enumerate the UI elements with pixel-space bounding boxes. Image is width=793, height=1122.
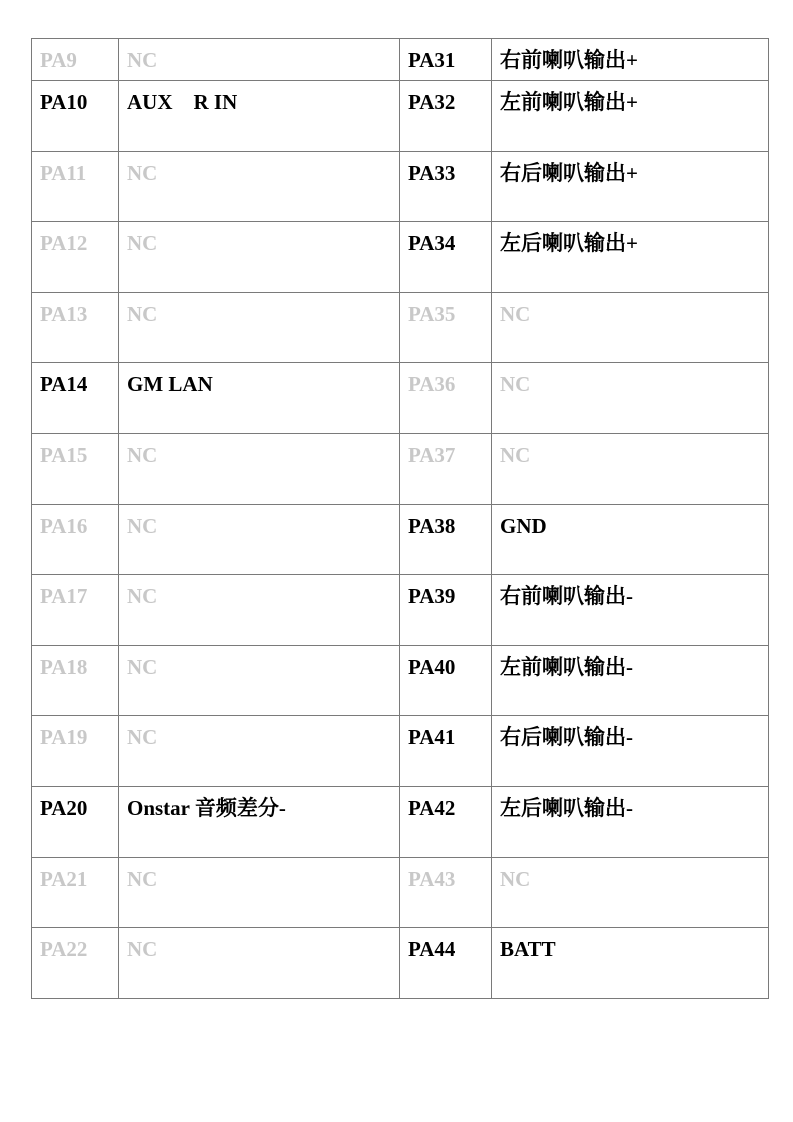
right-signal-cell: NC [492, 857, 769, 928]
left-pin-cell: PA17 [32, 575, 119, 646]
right-signal-cell: GND [492, 504, 769, 575]
left-signal-cell: NC [119, 645, 400, 716]
left-signal-cell: NC [119, 504, 400, 575]
pin-assignment-table [31, 38, 769, 999]
table-row [32, 151, 769, 222]
left-pin-cell: PA11 [32, 151, 119, 222]
left-pin-cell: PA15 [32, 433, 119, 504]
table-row [32, 504, 769, 575]
left-signal-cell: NC [119, 857, 400, 928]
right-pin-cell: PA43 [400, 857, 492, 928]
right-pin-cell: PA44 [400, 928, 492, 999]
left-pin-cell: PA22 [32, 928, 119, 999]
right-pin-cell: PA41 [400, 716, 492, 787]
left-signal-cell: NC [119, 222, 400, 293]
right-signal-cell: NC [492, 292, 769, 363]
right-signal-cell: 左前喇叭输出+ [492, 81, 769, 152]
table-row [32, 433, 769, 504]
left-signal-cell: NC [119, 716, 400, 787]
right-signal-cell: 左前喇叭输出- [492, 645, 769, 716]
table-row [32, 928, 769, 999]
right-pin-cell: PA35 [400, 292, 492, 363]
left-signal-cell: NC [119, 151, 400, 222]
right-pin-cell: PA37 [400, 433, 492, 504]
pin-table-body [32, 39, 769, 999]
left-pin-cell: PA16 [32, 504, 119, 575]
table-row [32, 222, 769, 293]
right-pin-cell: PA40 [400, 645, 492, 716]
right-pin-cell: PA36 [400, 363, 492, 434]
right-signal-cell: 右后喇叭输出+ [492, 151, 769, 222]
left-pin-cell: PA19 [32, 716, 119, 787]
right-pin-cell: PA42 [400, 786, 492, 857]
table-row [32, 786, 769, 857]
left-signal-cell: NC [119, 292, 400, 363]
right-signal-cell: 右前喇叭输出+ [492, 39, 769, 81]
left-signal-cell: NC [119, 928, 400, 999]
left-pin-cell: PA21 [32, 857, 119, 928]
left-pin-cell: PA14 [32, 363, 119, 434]
right-signal-cell: 左后喇叭输出+ [492, 222, 769, 293]
table-row [32, 81, 769, 152]
left-signal-cell: AUX R IN [119, 81, 400, 152]
right-pin-cell: PA33 [400, 151, 492, 222]
right-signal-cell: NC [492, 433, 769, 504]
table-row [32, 857, 769, 928]
left-pin-cell: PA10 [32, 81, 119, 152]
right-pin-cell: PA31 [400, 39, 492, 81]
left-signal-cell: NC [119, 575, 400, 646]
right-pin-cell: PA38 [400, 504, 492, 575]
right-signal-cell: BATT [492, 928, 769, 999]
left-signal-cell: Onstar 音频差分- [119, 786, 400, 857]
right-signal-cell: 右前喇叭输出- [492, 575, 769, 646]
table-row [32, 645, 769, 716]
right-signal-cell: 左后喇叭输出- [492, 786, 769, 857]
left-pin-cell: PA12 [32, 222, 119, 293]
table-row [32, 363, 769, 434]
left-pin-cell: PA13 [32, 292, 119, 363]
right-pin-cell: PA32 [400, 81, 492, 152]
table-row [32, 292, 769, 363]
right-signal-cell: NC [492, 363, 769, 434]
table-row [32, 716, 769, 787]
right-signal-cell: 右后喇叭输出- [492, 716, 769, 787]
table-row [32, 575, 769, 646]
left-pin-cell: PA20 [32, 786, 119, 857]
right-pin-cell: PA39 [400, 575, 492, 646]
table-row [32, 39, 769, 81]
left-signal-cell: NC [119, 433, 400, 504]
left-signal-cell: GM LAN [119, 363, 400, 434]
left-pin-cell: PA18 [32, 645, 119, 716]
left-signal-cell: NC [119, 39, 400, 81]
left-pin-cell: PA9 [32, 39, 119, 81]
right-pin-cell: PA34 [400, 222, 492, 293]
